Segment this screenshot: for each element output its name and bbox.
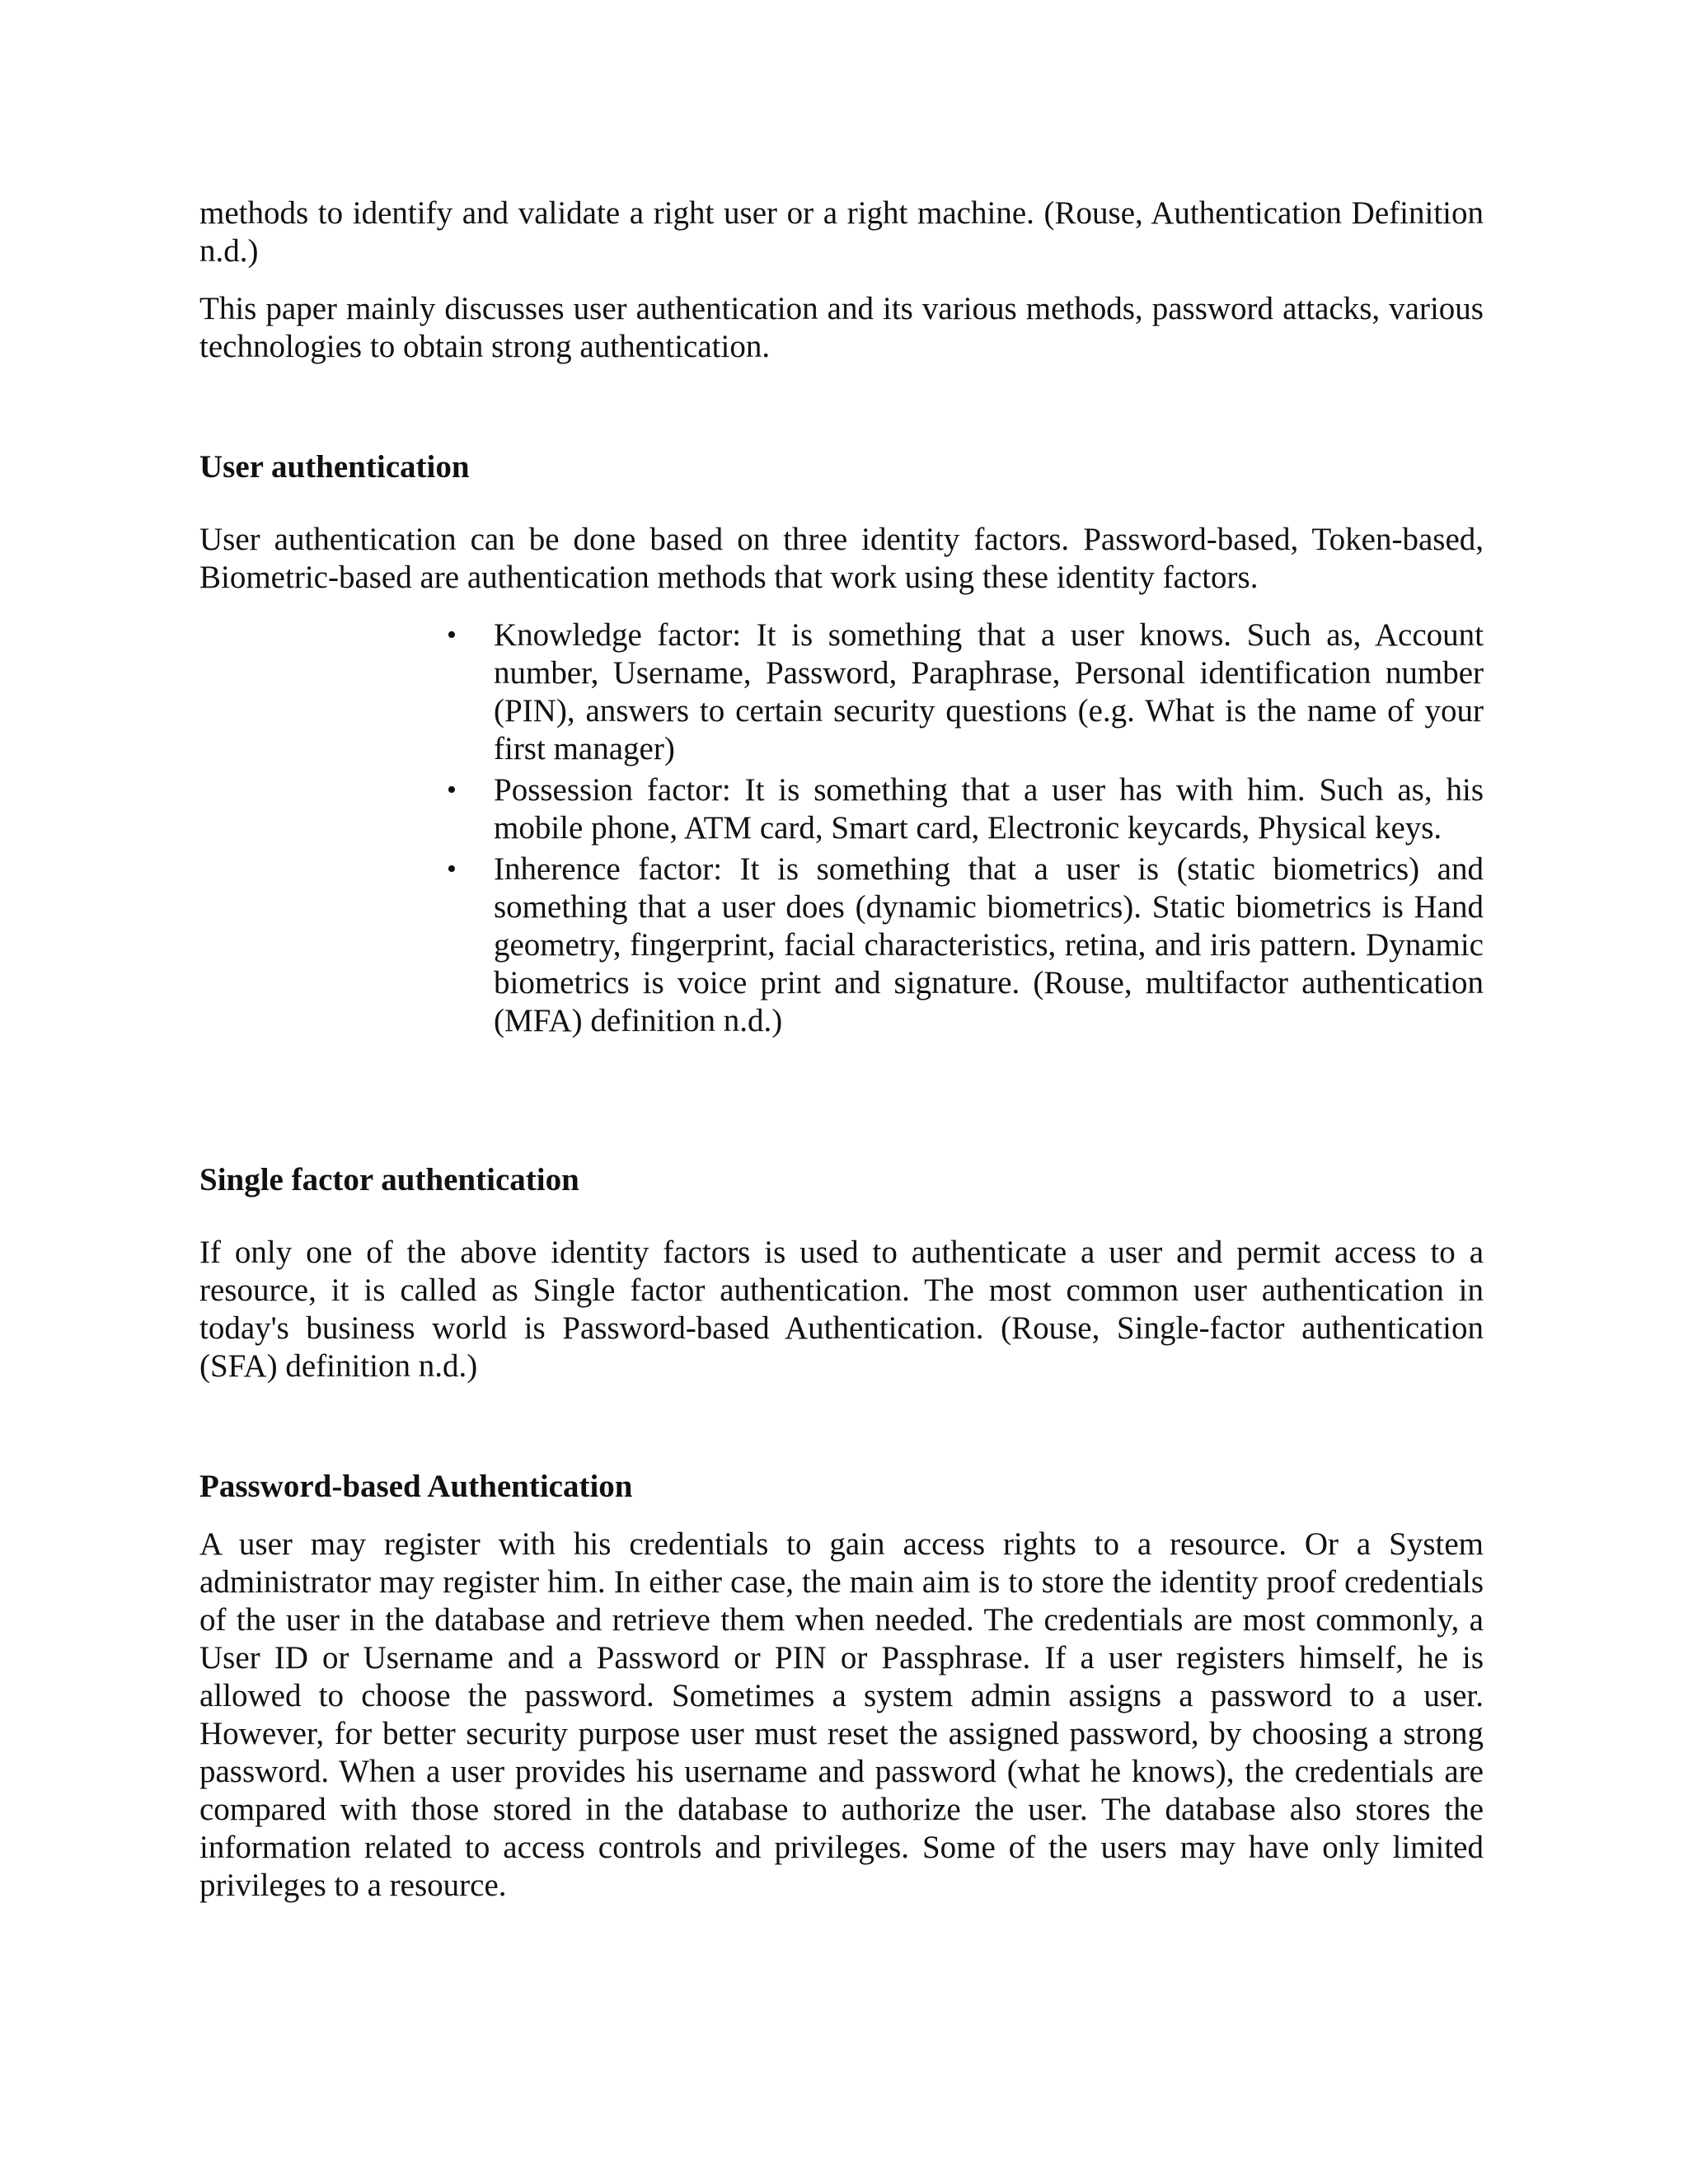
password-based-paragraph: A user may register with his credentials to gain access rights to a resource. Or a System administrator may register him. In either case, the main aim is to store the identity proof credentials of the user in the database and retrieve them when needed. The credentials are most commonly, a User ID or Username and a Password or PIN or Passphrase. If a user registers himself, he is allowed to choose the password. Sometimes a system admin assigns a password to a user. However, for better security purpose user must reset the assigned password, by choosing a strong password. When a user provides his username and password (what he knows), the credentials are compared with those stored in the database to authorize the user. The database also stores the information related to access controls and privileges. Some of the users may have only limited privileges to a resource. bbox=[199, 1526, 1484, 1903]
list-item-possession-factor bbox=[447, 771, 1484, 847]
single-factor-heading: Single factor authentication bbox=[199, 1162, 579, 1197]
user-authentication-heading: User authentication bbox=[199, 449, 470, 485]
list-item-text: Knowledge factor: It is something that a user knows. Such as, Account number, Username, Password, Paraphrase, Personal identification number (PIN), answers to certain security questions (e.g. What is the name of your first manager) bbox=[494, 617, 1484, 766]
password-based-heading: Password-based Authentication bbox=[199, 1469, 633, 1504]
document-page bbox=[199, 194, 1484, 1905]
list-item-text: Possession factor: It is something that a user has with him. Such as, his mobile phone, ATM card, Smart card, Electronic keycards, Physical keys. bbox=[494, 772, 1484, 846]
identity-factors-list bbox=[199, 616, 1484, 1040]
list-item-knowledge-factor bbox=[447, 616, 1484, 768]
list-item-text: Inherence factor: It is something that a user is (static biometrics) and something that a user does (dynamic biometrics). Static biometrics is Hand geometry, fingerprint, facial characteristics, retina, and iris pattern. Dynamic biometrics is voice print and signature. (Rouse, multifactor authentication (MFA) definition n.d.) bbox=[494, 851, 1484, 1038]
intro-paragraph-2: This paper mainly discusses user authentication and its various methods, password attacks, various technologies to obtain strong authentication. bbox=[199, 291, 1484, 364]
bullet-icon: • bbox=[447, 620, 457, 650]
list-item-inherence-factor bbox=[447, 851, 1484, 1040]
single-factor-paragraph: If only one of the above identity factors is used to authenticate a user and permit access to a resource, it is called as Single factor authentication. The most common user authentication in today's business world is Password-based Authentication. (Rouse, Single-factor authentication (SFA) definition n.d.) bbox=[199, 1235, 1484, 1384]
intro-paragraph-1: methods to identify and validate a right user or a right machine. (Rouse, Authentication Definition n.d.) bbox=[199, 195, 1484, 269]
user-authentication-paragraph: User authentication can be done based on three identity factors. Password-based, Token-based, Biometric-based are authentication methods that work using these identity factors. bbox=[199, 522, 1484, 595]
bullet-icon: • bbox=[447, 854, 457, 884]
bullet-icon: • bbox=[447, 775, 457, 805]
